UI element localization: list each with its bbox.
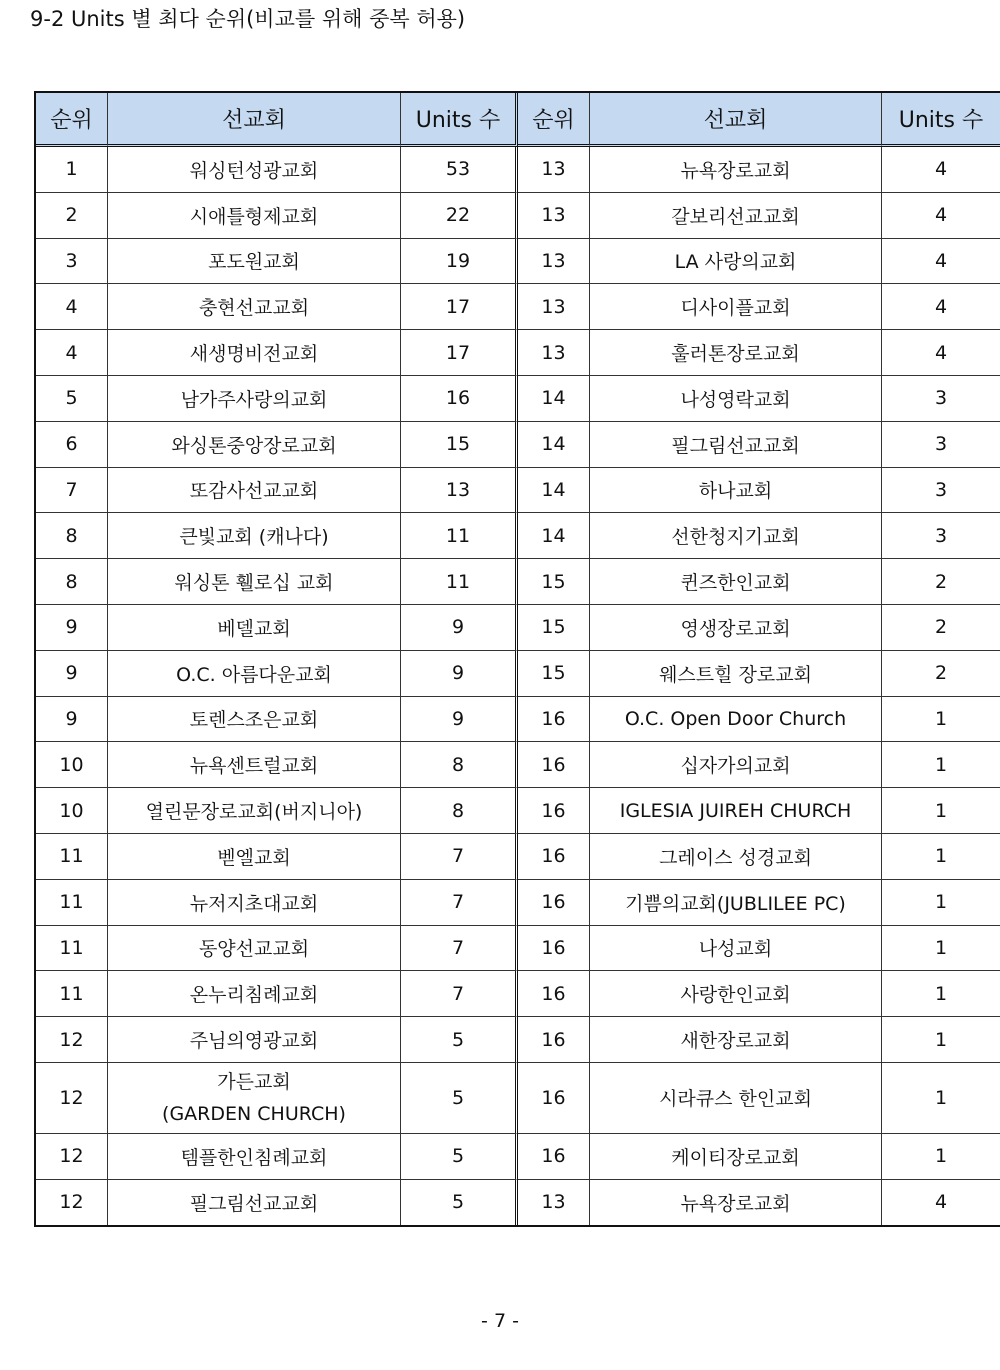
right-rank-cell: 16 [518,1063,590,1134]
header-church-left: 선교회 [108,93,401,147]
right-church-cell: 퀸즈한인교회 [590,559,882,605]
left-units-cell: 8 [401,788,518,834]
right-rank-cell: 14 [518,513,590,559]
right-church-cell: 필그림선교교회 [590,422,882,468]
left-church-cell: 시애틀형제교회 [108,193,401,239]
left-units-cell: 16 [401,376,518,422]
right-units-cell: 1 [882,834,1000,880]
right-units-cell: 4 [882,193,1000,239]
left-church-cell: 뉴저지초대교회 [108,880,401,926]
right-units-cell: 3 [882,422,1000,468]
left-church-cell: 워싱톤 휄로십 교회 [108,559,401,605]
right-rank-cell: 13 [518,193,590,239]
right-rank-cell: 13 [518,147,590,193]
right-church-cell: 영생장로교회 [590,605,882,651]
left-units-cell: 17 [401,284,518,330]
left-church-cell: O.C. 아름다운교회 [108,651,401,697]
right-church-cell: IGLESIA JUIREH CHURCH [590,788,882,834]
right-church-cell: 디사이플교회 [590,284,882,330]
right-church-cell: LA 사랑의교회 [590,239,882,285]
left-rank-cell: 12 [36,1180,108,1225]
left-units-cell: 9 [401,697,518,743]
right-units-cell: 1 [882,1017,1000,1063]
table-row [36,468,1000,514]
left-rank-cell: 8 [36,559,108,605]
left-rank-cell: 10 [36,788,108,834]
table-row [36,1063,1000,1134]
church-name-line2: (GARDEN CHURCH) [162,1102,346,1125]
left-units-cell: 19 [401,239,518,285]
table-row [36,971,1000,1017]
right-church-cell: 그레이스 성경교회 [590,834,882,880]
right-units-cell: 1 [882,697,1000,743]
left-church-cell: 남가주사랑의교회 [108,376,401,422]
right-church-cell: 웨스트힐 장로교회 [590,651,882,697]
left-church-cell: 새생명비전교회 [108,330,401,376]
left-units-cell: 5 [401,1180,518,1225]
left-rank-cell: 11 [36,880,108,926]
left-church-cell: 열린문장로교회(버지니아) [108,788,401,834]
table-row [36,697,1000,743]
left-units-cell: 11 [401,559,518,605]
right-units-cell: 2 [882,651,1000,697]
table-row [36,239,1000,285]
left-rank-cell: 4 [36,330,108,376]
header-church-right: 선교회 [590,93,882,147]
table-row [36,513,1000,559]
left-units-cell: 9 [401,605,518,651]
left-rank-cell: 3 [36,239,108,285]
left-church-cell: 큰빛교회 (캐나다) [108,513,401,559]
right-rank-cell: 16 [518,1134,590,1180]
right-units-cell: 1 [882,788,1000,834]
right-rank-cell: 16 [518,971,590,1017]
right-units-cell: 1 [882,1063,1000,1134]
right-rank-cell: 13 [518,330,590,376]
right-rank-cell: 16 [518,788,590,834]
church-name-line1: 가든교회 [217,1070,291,1093]
right-rank-cell: 16 [518,880,590,926]
right-rank-cell: 16 [518,1017,590,1063]
right-units-cell: 3 [882,376,1000,422]
left-church-cell: 뉴욕센트럴교회 [108,742,401,788]
left-church-cell: 필그림선교교회 [108,1180,401,1225]
right-rank-cell: 13 [518,1180,590,1225]
left-church-cell: 베델교회 [108,605,401,651]
table-body [36,147,1000,1225]
left-units-cell: 15 [401,422,518,468]
left-rank-cell: 9 [36,697,108,743]
table-header-row [36,93,1000,147]
right-rank-cell: 15 [518,559,590,605]
left-units-cell: 7 [401,926,518,972]
table-row [36,1134,1000,1180]
right-church-cell: 뉴욕장로교회 [590,147,882,193]
right-rank-cell: 16 [518,742,590,788]
table-row [36,651,1000,697]
header-units-right: Units 수 [882,93,1000,147]
left-rank-cell: 8 [36,513,108,559]
right-units-cell: 2 [882,605,1000,651]
left-church-cell: 온누리침례교회 [108,971,401,1017]
table-row [36,193,1000,239]
left-units-cell: 13 [401,468,518,514]
page-number: - 7 - [481,1310,519,1332]
left-church-cell: 와싱톤중앙장로교회 [108,422,401,468]
left-units-cell: 7 [401,880,518,926]
right-rank-cell: 16 [518,926,590,972]
header-rank-right: 순위 [518,93,590,147]
left-rank-cell: 11 [36,971,108,1017]
right-units-cell: 3 [882,468,1000,514]
right-units-cell: 2 [882,559,1000,605]
left-rank-cell: 12 [36,1134,108,1180]
right-church-cell: 십자가의교회 [590,742,882,788]
right-rank-cell: 15 [518,651,590,697]
right-church-cell: 나성영락교회 [590,376,882,422]
table-row [36,147,1000,193]
right-church-cell: 새한장로교회 [590,1017,882,1063]
right-rank-cell: 13 [518,239,590,285]
table-row [36,926,1000,972]
table-row [36,605,1000,651]
right-rank-cell: 16 [518,697,590,743]
left-rank-cell: 9 [36,651,108,697]
right-units-cell: 1 [882,926,1000,972]
left-rank-cell: 12 [36,1063,108,1134]
right-church-cell: 뉴욕장로교회 [590,1180,882,1225]
right-units-cell: 4 [882,284,1000,330]
right-units-cell: 1 [882,742,1000,788]
left-rank-cell: 7 [36,468,108,514]
right-units-cell: 1 [882,1134,1000,1180]
table-row [36,1017,1000,1063]
left-rank-cell: 5 [36,376,108,422]
right-church-cell: 기쁨의교회(JUBLILEE PC) [590,880,882,926]
left-units-cell: 11 [401,513,518,559]
left-church-cell: 토렌스조은교회 [108,697,401,743]
table-row [36,376,1000,422]
left-units-cell: 5 [401,1017,518,1063]
left-units-cell: 7 [401,971,518,1017]
left-units-cell: 17 [401,330,518,376]
left-rank-cell: 2 [36,193,108,239]
left-rank-cell: 1 [36,147,108,193]
left-church-cell: 주님의영광교회 [108,1017,401,1063]
left-units-cell: 5 [401,1063,518,1134]
header-units-left: Units 수 [401,93,518,147]
left-units-cell: 22 [401,193,518,239]
table-row [36,1180,1000,1225]
left-units-cell: 53 [401,147,518,193]
right-church-cell: 하나교회 [590,468,882,514]
left-rank-cell: 4 [36,284,108,330]
left-rank-cell: 11 [36,926,108,972]
right-rank-cell: 14 [518,422,590,468]
right-church-cell: O.C. Open Door Church [590,697,882,743]
right-rank-cell: 15 [518,605,590,651]
left-church-cell: 템플한인침례교회 [108,1134,401,1180]
table-row [36,559,1000,605]
left-rank-cell: 11 [36,834,108,880]
left-church-cell: 또감사선교교회 [108,468,401,514]
right-church-cell: 사랑한인교회 [590,971,882,1017]
right-units-cell: 4 [882,147,1000,193]
left-church-cell [108,1063,401,1134]
left-rank-cell: 12 [36,1017,108,1063]
left-units-cell: 8 [401,742,518,788]
ranking-table [34,91,1000,1227]
right-church-cell: 케이티장로교회 [590,1134,882,1180]
table-row [36,330,1000,376]
table-row [36,422,1000,468]
left-rank-cell: 10 [36,742,108,788]
right-units-cell: 3 [882,513,1000,559]
left-rank-cell: 9 [36,605,108,651]
right-units-cell: 4 [882,330,1000,376]
left-units-cell: 5 [401,1134,518,1180]
header-rank-left: 순위 [36,93,108,147]
right-church-cell: 훌러톤장로교회 [590,330,882,376]
left-church-cell: 포도원교회 [108,239,401,285]
right-church-cell: 갈보리선교교회 [590,193,882,239]
right-units-cell: 1 [882,880,1000,926]
left-units-cell: 7 [401,834,518,880]
table-row [36,742,1000,788]
left-church-cell: 워싱턴성광교회 [108,147,401,193]
right-rank-cell: 13 [518,284,590,330]
right-rank-cell: 16 [518,834,590,880]
left-church-cell: 벧엘교회 [108,834,401,880]
table-row [36,788,1000,834]
table-row [36,284,1000,330]
table-row [36,880,1000,926]
left-church-cell: 충현선교교회 [108,284,401,330]
right-units-cell: 1 [882,971,1000,1017]
left-rank-cell: 6 [36,422,108,468]
page-title: 9-2 Units 별 최다 순위(비교를 위해 중복 허용) [30,7,466,31]
left-church-cell: 동양선교교회 [108,926,401,972]
right-rank-cell: 14 [518,468,590,514]
right-church-cell: 선한청지기교회 [590,513,882,559]
right-church-cell: 나성교회 [590,926,882,972]
right-rank-cell: 14 [518,376,590,422]
right-units-cell: 4 [934,1191,948,1214]
right-units-cell: 4 [882,239,1000,285]
table-row [36,834,1000,880]
right-church-cell: 시라큐스 한인교회 [590,1063,882,1134]
left-units-cell: 9 [401,651,518,697]
